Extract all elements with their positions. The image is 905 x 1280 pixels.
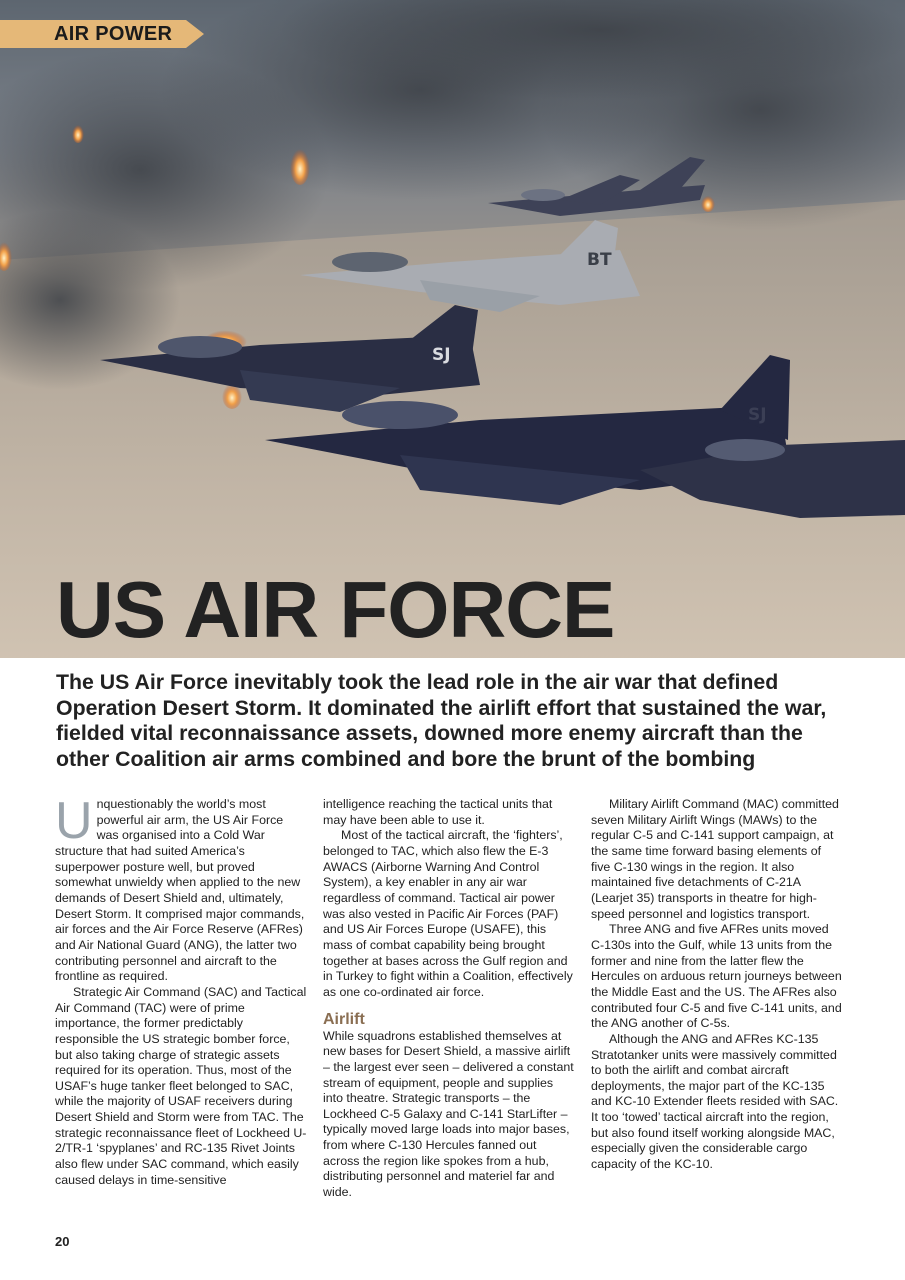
column-1 (55, 792, 307, 1188)
tail-code-sj-2: SJ (748, 405, 767, 425)
paragraph: Unquestionably the world’s most powerful air arm, the US Air Force was organised into a Cold War structure that had suited America’s superpower posture well, but proved somewhat unwieldy when applied to the new demands of Desert Shield and, ultimately, Desert Storm. It comprised major commands, air forces and the Air Force Reserve (AFRes) and Air National Guard (ANG), the latter two contributing personnel and aircraft to the frontline as required. (55, 792, 305, 984)
paragraph: Although the ANG and AFRes KC-135 Stratotanker units were massively committed to both the airlift and combat aircraft deployments, the major part of the KC-135 and KC-10 Extender fleets resided with SAC. It too ‘towed’ tactical aircraft into the region, but also found itself working alongside MAC, especially given the considerable cargo capacity of the KC-10. (591, 1031, 839, 1172)
paragraph: Strategic Air Command (SAC) and Tactical Air Command (TAC) were of prime importance, the former predictably responsible the US strategic bomber force, but also taking charge of strategic assets required for its operation. Thus, most of the USAF’s huge tanker fleet belonged to SAC, while the majority of USAF receivers during Desert Shield and Storm were from TAC. The strategic reconnaissance fleet of Lockheed U-2/TR-1 ‘spyplanes’ and RC-135 Rivet Joints also flew under SAC command, which easily caused delays in time-sensitive (55, 984, 307, 1187)
tail-code-bt: BT (587, 250, 612, 270)
section-tag-label: AIR POWER (54, 23, 173, 45)
column-2 (323, 797, 575, 1201)
drop-cap: U (55, 792, 93, 850)
standfirst: The US Air Force inevitably took the lead role in the air war that defined Operation Desert Storm. It dominated the airlift effort that sustained the war, fielded vital reconnaissance assets, downed more enemy aircraft than the other Coalition air arms combined and bore the brunt of the bombing (56, 670, 827, 771)
subheading-airlift: Airlift (323, 1010, 365, 1028)
paragraph: Military Airlift Command (MAC) committed seven Military Airlift Wings (MAWs) to the regular C-5 and C-141 support campaign, at the same time forward basing elements of five C-130 wings in the region. It also maintained five detachments of C-21A (Learjet 35) transports in theatre for high-speed personnel and logistics transport. (591, 797, 839, 921)
page-number: 20 (55, 1234, 70, 1249)
section-tag (0, 20, 204, 48)
tail-code-sj-1: SJ (432, 345, 451, 365)
paragraph: Three ANG and five AFRes units moved C-130s into the Gulf, while 13 units from the former and nine from the latter flew the Hercules on arduous return journeys between the Middle East and the US. The AFRes also contributed four C-5 and five C-141 units, and the ANG another of C-5s. (591, 922, 842, 1031)
paragraph: Most of the tactical aircraft, the ‘fighters’, belonged to TAC, which also flew the E-3 AWACS (Airborne Warning And Control System), a key enabler in any air war regardless of command. Tactical air power was also vested in Pacific Air Forces (PAF) and US Air Forces Europe (USAFE), this mass of combat capability being brought together at bases across the Gulf region and in Turkey to fight within a Coalition, effectively as one co-ordinated air force. (323, 828, 573, 999)
page-title: US AIR FORCE (56, 565, 615, 654)
paragraph: intelligence reaching the tactical units that may have been able to use it. (323, 797, 553, 827)
paragraph: While squadrons established themselves at new bases for Desert Shield, a massive airlift – the largest ever seen – delivered a constant stream of equipment, people and supplies into theatre. Strategic transports – the Lockheed C-5 Galaxy and C-141 StarLifter – typically moved large loads into major bases, from where C-130 Hercules fanned out across the region like spokes from a hub, distributing personnel and materiel far and wide. (323, 1028, 574, 1200)
column-3 (591, 797, 843, 1173)
